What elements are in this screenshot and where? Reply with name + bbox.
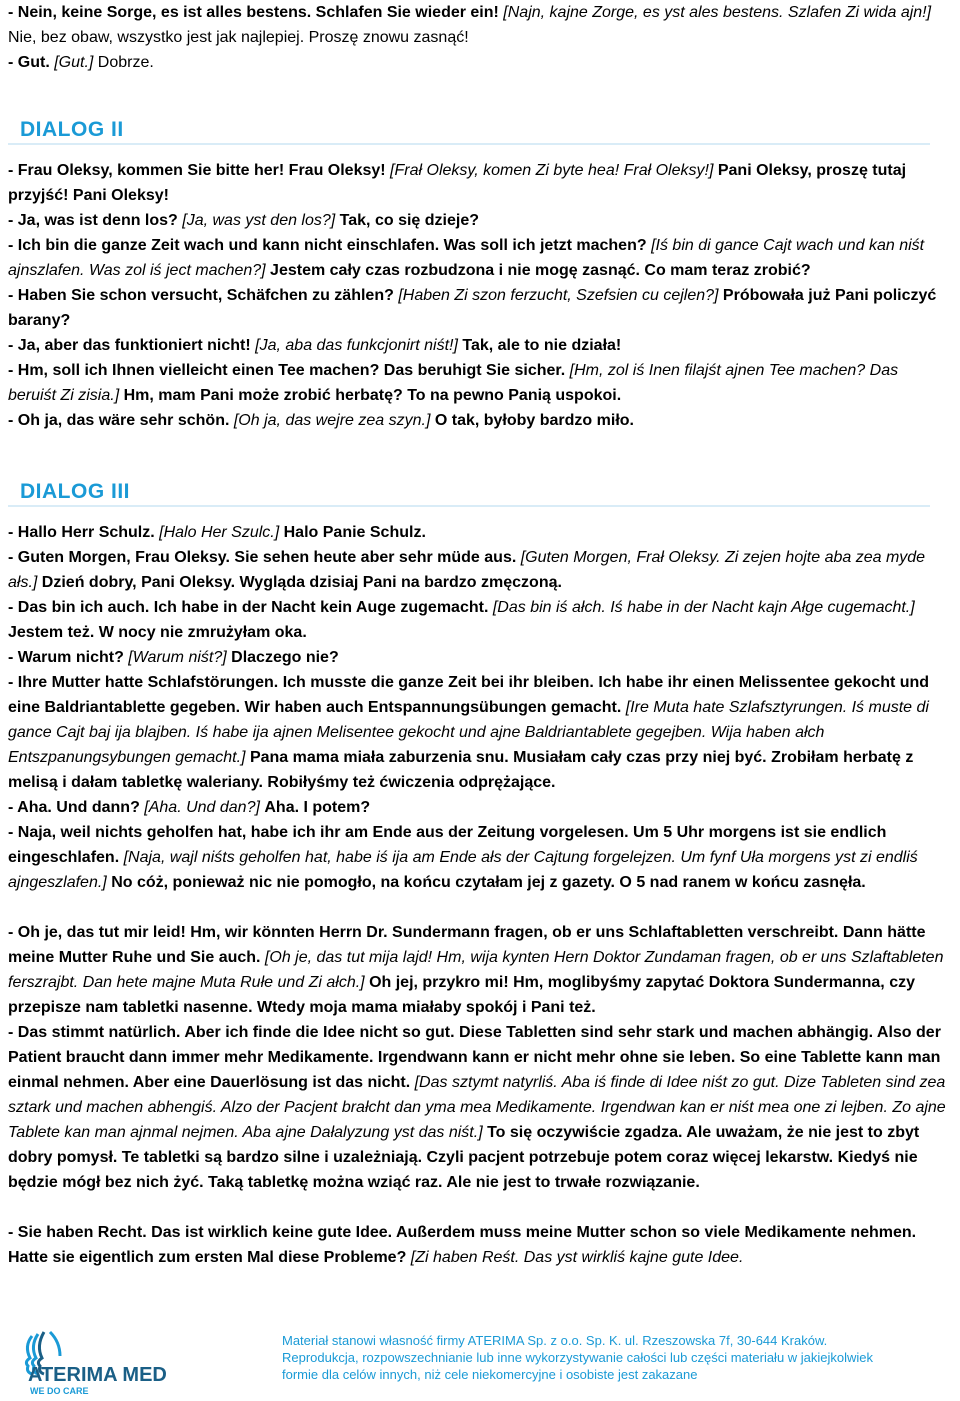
dialog-2-line-5 [8,333,948,358]
pronunciation-text: [Oh je, das tut mija lajd! Hm, wija kynten Hern Doktor Zundaman fragen, ob er uns Szlaftableten ferszrajbt. Dan hete majne Muta Rułe und Zi ałch.] [8,949,944,991]
phrase-text: Pani Oleksy, proszę tutaj przyjść! Pani Oleksy! [8,162,907,204]
phrase-text: - Oh je, das tut mir leid! Hm, wir könnten Herrn Dr. Sundermann fragen, ob er uns Schlaftabletten verschreibt. Dann hätte meine Mutter Ruhe und Sie auch. [8,924,926,966]
dialog-3-line-8 [8,920,948,1020]
phrase-text: Halo Panie Schulz. [283,524,426,541]
copyright-line-3: formie dla celów innych, niż cele niekomercyjne i osobiste jest zakazane [282,1367,698,1382]
phrase-text: - Frau Oleksy, kommen Sie bitte her! Frau Oleksy! [8,162,391,179]
dialog-3-line-2 [8,545,948,595]
pronunciation-text: [Ire Muta hate Szlafsztyrungen. Iś muste di gance Cajt baj ija blajben. Iś habe ija ajnen Melisentee gekocht und ajne Baldriantablete gegejben. Wija haben ałch Entszpanungsybungen gemacht.] [8,699,929,766]
pronunciation-text: [Naja, wajl niśts geholfen hat, habe iś ija am Ende ałs der Cajtung forgelejzen. Um fynf Uła morgens yst zi endliś ajngeszlafen.] [8,849,918,891]
pronunciation-text: [Haben Zi szon ferzucht, Szefsien cu cejlen?] [398,287,723,304]
pronunciation-text: [Hm, zol iś Inen filajśt ajnen Tee machen? Das beruiśt Zi zisia.] [8,362,899,404]
dialog-3-heading: DIALOG III [20,480,130,503]
dialog-3-line-7 [8,820,948,895]
dialog-3-divider [8,505,930,507]
phrase-text: Aha. I potem? [264,799,371,816]
phrase-text: - Oh ja, das wäre sehr schön. [8,412,234,429]
phrase-text: - Sie haben Recht. Das ist wirklich keine gute Idee. Außerdem muss meine Mutter schon so viele Medikamente nehmen. Hatte sie eigentlich zum ersten Mal diese Probleme? [8,1224,917,1266]
pronunciation-text: [Najn, kajne Zorge, es yst ales bestens. Szlafen Zi wida ajn!] [503,4,932,21]
pronunciation-text: [Das bin iś ałch. Iś habe in der Nacht kajn Ałge cugemacht.] [492,599,915,616]
phrase-text: Tak, co się dzieje? [339,212,479,229]
dialog-2-heading: DIALOG II [20,118,124,141]
pronunciation-text: [Guten Morgen, Frał Oleksy. Zi zejen hojte aba zea myde ałs.] [8,549,926,591]
dialog-2-line-3 [8,233,948,283]
dialog-2-line-2 [8,208,948,233]
pronunciation-text: [Warum niśt?] [128,649,232,666]
phrase-text: - Das bin ich auch. Ich habe in der Nacht kein Auge zugemacht. [8,599,493,616]
dialog-3-line-6 [8,795,948,820]
phrase-text: Jestem cały czas rozbudzona i nie mogę zasnąć. Co mam teraz zrobić? [270,262,811,279]
translation-text: Nie, bez obaw, wszystko jest jak najlepiej. Proszę znowu zasnąć! [8,29,469,46]
phrase-text: - Das stimmt natürlich. Aber ich finde die Idee nicht so gut. Diese Tabletten sind sehr stark und machen abhängig. Also der Patient braucht dann immer mehr Medikamente. Irgendwann kann er nicht mehr ohne sie leben. So eine Tablette kann man einmal nehmen. Aber eine Dauerlösung ist das nicht. [8,1024,941,1091]
phrase-text: - Nein, keine Sorge, es ist alles bestens. Schlafen Sie wieder ein! [8,4,504,21]
translation-text: Dobrze. [97,54,154,71]
aterima-logo [14,1328,204,1398]
phrase-text: - Ich bin die ganze Zeit wach und kann nicht einschlafen. Was soll ich jetzt machen? [8,237,652,254]
dialog-3-line-5 [8,670,948,795]
phrase-text: - Hm, soll ich Ihnen vielleicht einen Tee machen? Das beruhigt Sie sicher. [8,362,570,379]
phrase-text: - Gut. [8,54,55,71]
dialog-3-line-9 [8,1020,948,1195]
dialog-2-divider [8,143,930,145]
phrase-text: To się oczywiście zgadza. Ale uważam, że nie jest to zbyt dobry pomysł. Te tabletki są bardzo silne i uzależniają. Czyli pacjent potrzebuje potem coraz więcej lekarstw. Kiedyś nie będzie mógł bez nich żyć. Taką tabletkę można wziąć raz. Ale nie jest to trwałe rozwiązanie. [8,1124,920,1191]
dialog-3-line-3 [8,595,948,645]
phrase-text: - Haben Sie schon versucht, Schäfchen zu zählen? [8,287,399,304]
dialog-3-line-10 [8,1220,948,1270]
pronunciation-text: [Halo Her Szulc.] [159,524,284,541]
copyright-notice [282,1332,942,1383]
dialog-3-line-1 [8,520,948,545]
pronunciation-text: [Ja, was yst den los?] [182,212,340,229]
phrase-text: No cóż, ponieważ nic nie pomogło, na końcu czytałam jej z gazety. O 5 nad ranem w końcu zasnęła. [111,874,866,891]
dialog-2-line-7 [8,408,948,433]
intro-paragraph-2 [8,50,948,75]
phrase-text: Pana mama miała zaburzenia snu. Musiałam cały czas przy niej być. Zrobiłam herbatę z melisą i dałam tabletkę waleriany. Robiłyśmy też ćwiczenia odprężające. [8,749,914,791]
phrase-text: O tak, byłoby bardzo miło. [434,412,634,429]
brand-name: ATERIMA MED [28,1364,167,1386]
pronunciation-text: [Iś bin di gance Cajt wach und kan niśt ajnszlafen. Was zol iś ject machen?] [8,237,925,279]
copyright-line-2: Reprodukcja, rozpowszechnianie lub inne wykorzystywanie całości lub części materiału w jakiejkolwiek [282,1350,874,1365]
phrase-text: - Ihre Mutter hatte Schlafstörungen. Ich musste die ganze Zeit bei ihr bleiben. Ich habe ihr einen Melissentee gekocht und eine Baldriantablette gegeben. Wir haben auch Entspannungsübungen gemacht. [8,674,930,716]
dialog-3-line-4 [8,645,948,670]
phrase-text: - Naja, weil nichts geholfen hat, habe ich ihr am Ende aus der Zeitung vorgelesen. Um 5 Uhr morgens ist sie endlich eingeschlafen. [8,824,887,866]
pronunciation-text: [Zi haben Reśt. Das yst wirkliś kajne gute Idee. [410,1249,744,1266]
dialog-2-line-6 [8,358,948,408]
phrase-text: - Guten Morgen, Frau Oleksy. Sie sehen heute aber sehr müde aus. [8,549,521,566]
pronunciation-text: [Oh ja, das wejre zea szyn.] [233,412,435,429]
pronunciation-text: [Aha. Und dan?] [144,799,265,816]
pronunciation-text: [Frał Oleksy, komen Zi byte hea! Frał Oleksy!] [390,162,718,179]
phrase-text: Hm, mam Pani może zrobić herbatę? To na pewno Panią uspokoi. [123,387,622,404]
phrase-text: - Hallo Herr Schulz. [8,524,160,541]
pronunciation-text: [Gut.] [54,54,98,71]
footer [0,1318,960,1401]
phrase-text: - Warum nicht? [8,649,129,666]
phrase-text: Dzień dobry, Pani Oleksy. Wygląda dzisiaj Pani na bardzo zmęczoną. [41,574,562,591]
phrase-text: Próbowała już Pani policzyć barany? [8,287,937,329]
phrase-text: Dlaczego nie? [231,649,339,666]
phrase-text: - Ja, was ist denn los? [8,212,183,229]
copyright-line-1: Materiał stanowi własność firmy ATERIMA Sp. z o.o. Sp. K. ul. Rzeszowska 7f, 30-644 Kraków. [282,1333,828,1348]
brand-tagline: WE DO CARE [30,1386,89,1396]
phrase-text: Oh jej, przykro mi! Hm, moglibyśmy zapytać Doktora Sundermanna, czy przepisze nam tabletki nasenne. Wtedy moja mama miałaby spokój i Pani też. [8,974,915,1016]
pronunciation-text: [Ja, aba das funkcjonirt niśt!] [255,337,463,354]
intro-paragraph-1 [8,0,948,50]
phrase-text: - Aha. Und dann? [8,799,145,816]
pronunciation-text: [Das sztymt natyrliś. Aba iś finde di Idee niśt zo gut. Dize Tableten sind zea sztark und machen abhengiś. Alzo der Pacjent brałcht dan yma mea Medikamente. Irgendwan kan er niśt mea one zi lejben. Zo ajne Tablete kan man ajnmal nejmen. Aba ajne Dałalyzung yst das niśt.] [8,1074,946,1141]
phrase-text: Tak, ale to nie działa! [462,337,622,354]
dialog-2-line-1 [8,158,948,208]
dialog-2-line-4 [8,283,948,333]
phrase-text: - Ja, aber das funktioniert nicht! [8,337,256,354]
phrase-text: Jestem też. W nocy nie zmrużyłam oka. [8,624,307,641]
